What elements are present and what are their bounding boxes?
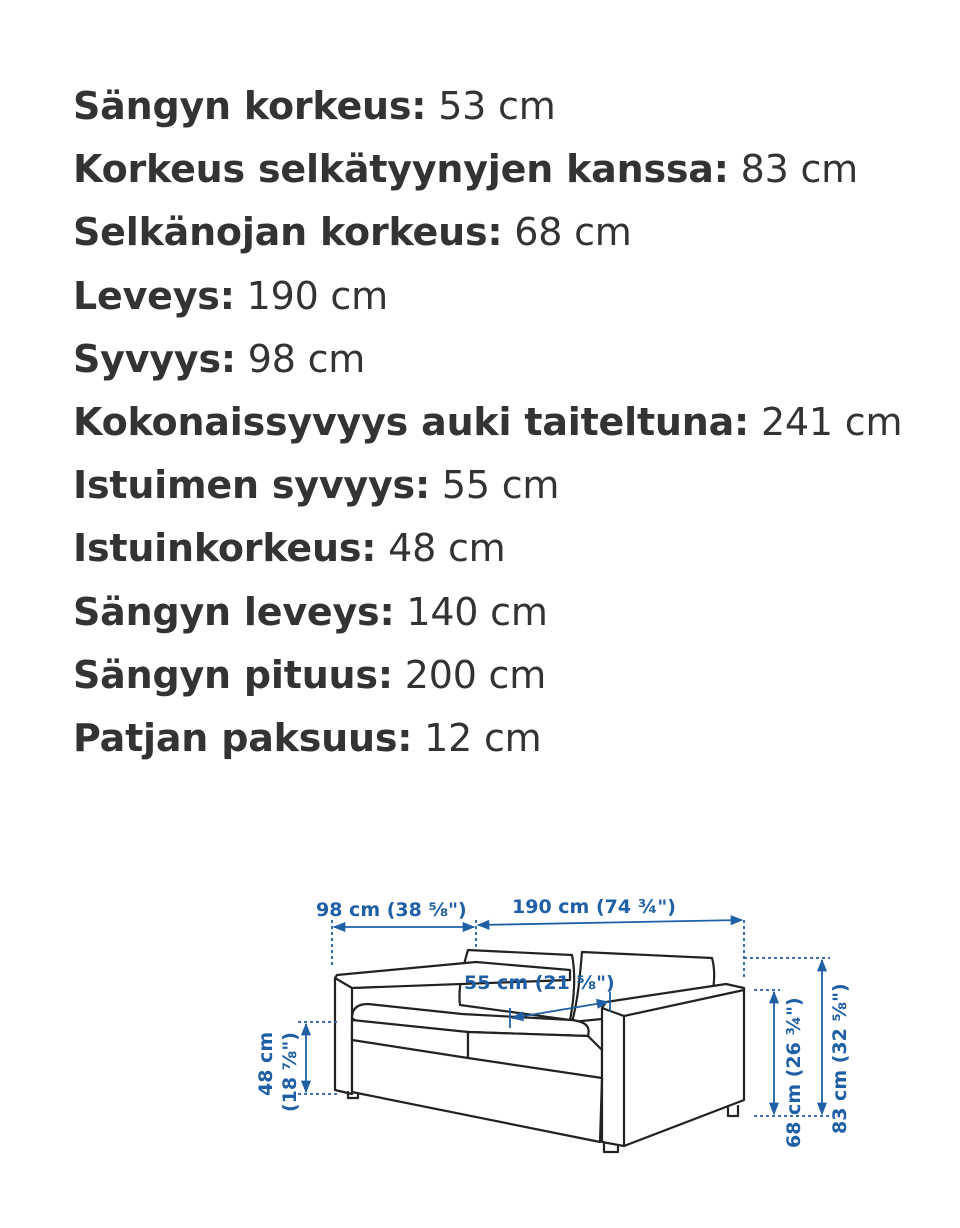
spec-value: 55 cm: [441, 463, 560, 508]
spec-label: Istuimen syvyys:: [73, 463, 430, 508]
spec-label: Kokonaissyvyys auki taiteltuna:: [73, 399, 750, 444]
spec-seat-depth: [73, 457, 902, 520]
spec-label: Sängyn pituus:: [73, 652, 393, 697]
seat-height-label: 48 cm: [255, 1031, 277, 1096]
spec-bed-width: [73, 584, 902, 647]
spec-value: 190 cm: [246, 273, 388, 318]
spec-bed-height: [73, 78, 902, 141]
depth-label: 98 cm (38 ⅝"): [316, 899, 467, 921]
spec-value: 48 cm: [388, 526, 506, 571]
seat-depth-label: 55 cm (21 ⅝"): [464, 972, 615, 994]
spec-bed-length: [73, 647, 902, 710]
seat-height-inch-label: (18 ⅞"): [279, 1032, 301, 1112]
spec-mattress-thickness: [73, 710, 902, 773]
spec-label: Sängyn leveys:: [73, 589, 395, 634]
spec-seat-height: [73, 520, 902, 583]
back-height-label: 68 cm (26 ¾"): [783, 997, 805, 1148]
spec-total-depth-unfolded: [73, 394, 902, 457]
spec-depth: [73, 331, 902, 394]
spec-label: Leveys:: [73, 273, 235, 318]
spec-value: 140 cm: [406, 589, 548, 634]
product-dimensions-list: [73, 78, 902, 773]
sofa-dimension-diagram: [240, 880, 900, 1228]
spec-label: Patjan paksuus:: [73, 715, 413, 760]
spec-backrest-height: [73, 204, 902, 267]
width-label: 190 cm (74 ¾"): [512, 896, 676, 918]
spec-label: Sängyn korkeus:: [73, 84, 427, 128]
spec-value: 53 cm: [438, 84, 556, 128]
spec-value: 98 cm: [247, 336, 366, 381]
spec-label: Korkeus selkätyynyjen kanssa:: [73, 147, 729, 192]
spec-height-with-back-cushions: [73, 141, 902, 204]
spec-width: [73, 268, 902, 331]
spec-label: Syvyys:: [73, 336, 236, 381]
total-height-label: 83 cm (32 ⅝"): [829, 983, 851, 1134]
spec-value: 200 cm: [404, 652, 547, 697]
spec-value: 83 cm: [740, 147, 858, 192]
spec-value: 68 cm: [514, 210, 632, 255]
spec-label: Istuinkorkeus:: [73, 526, 377, 571]
spec-label: Selkänojan korkeus:: [73, 210, 503, 255]
spec-value: 12 cm: [424, 715, 542, 760]
spec-value: 241 cm: [760, 399, 903, 444]
